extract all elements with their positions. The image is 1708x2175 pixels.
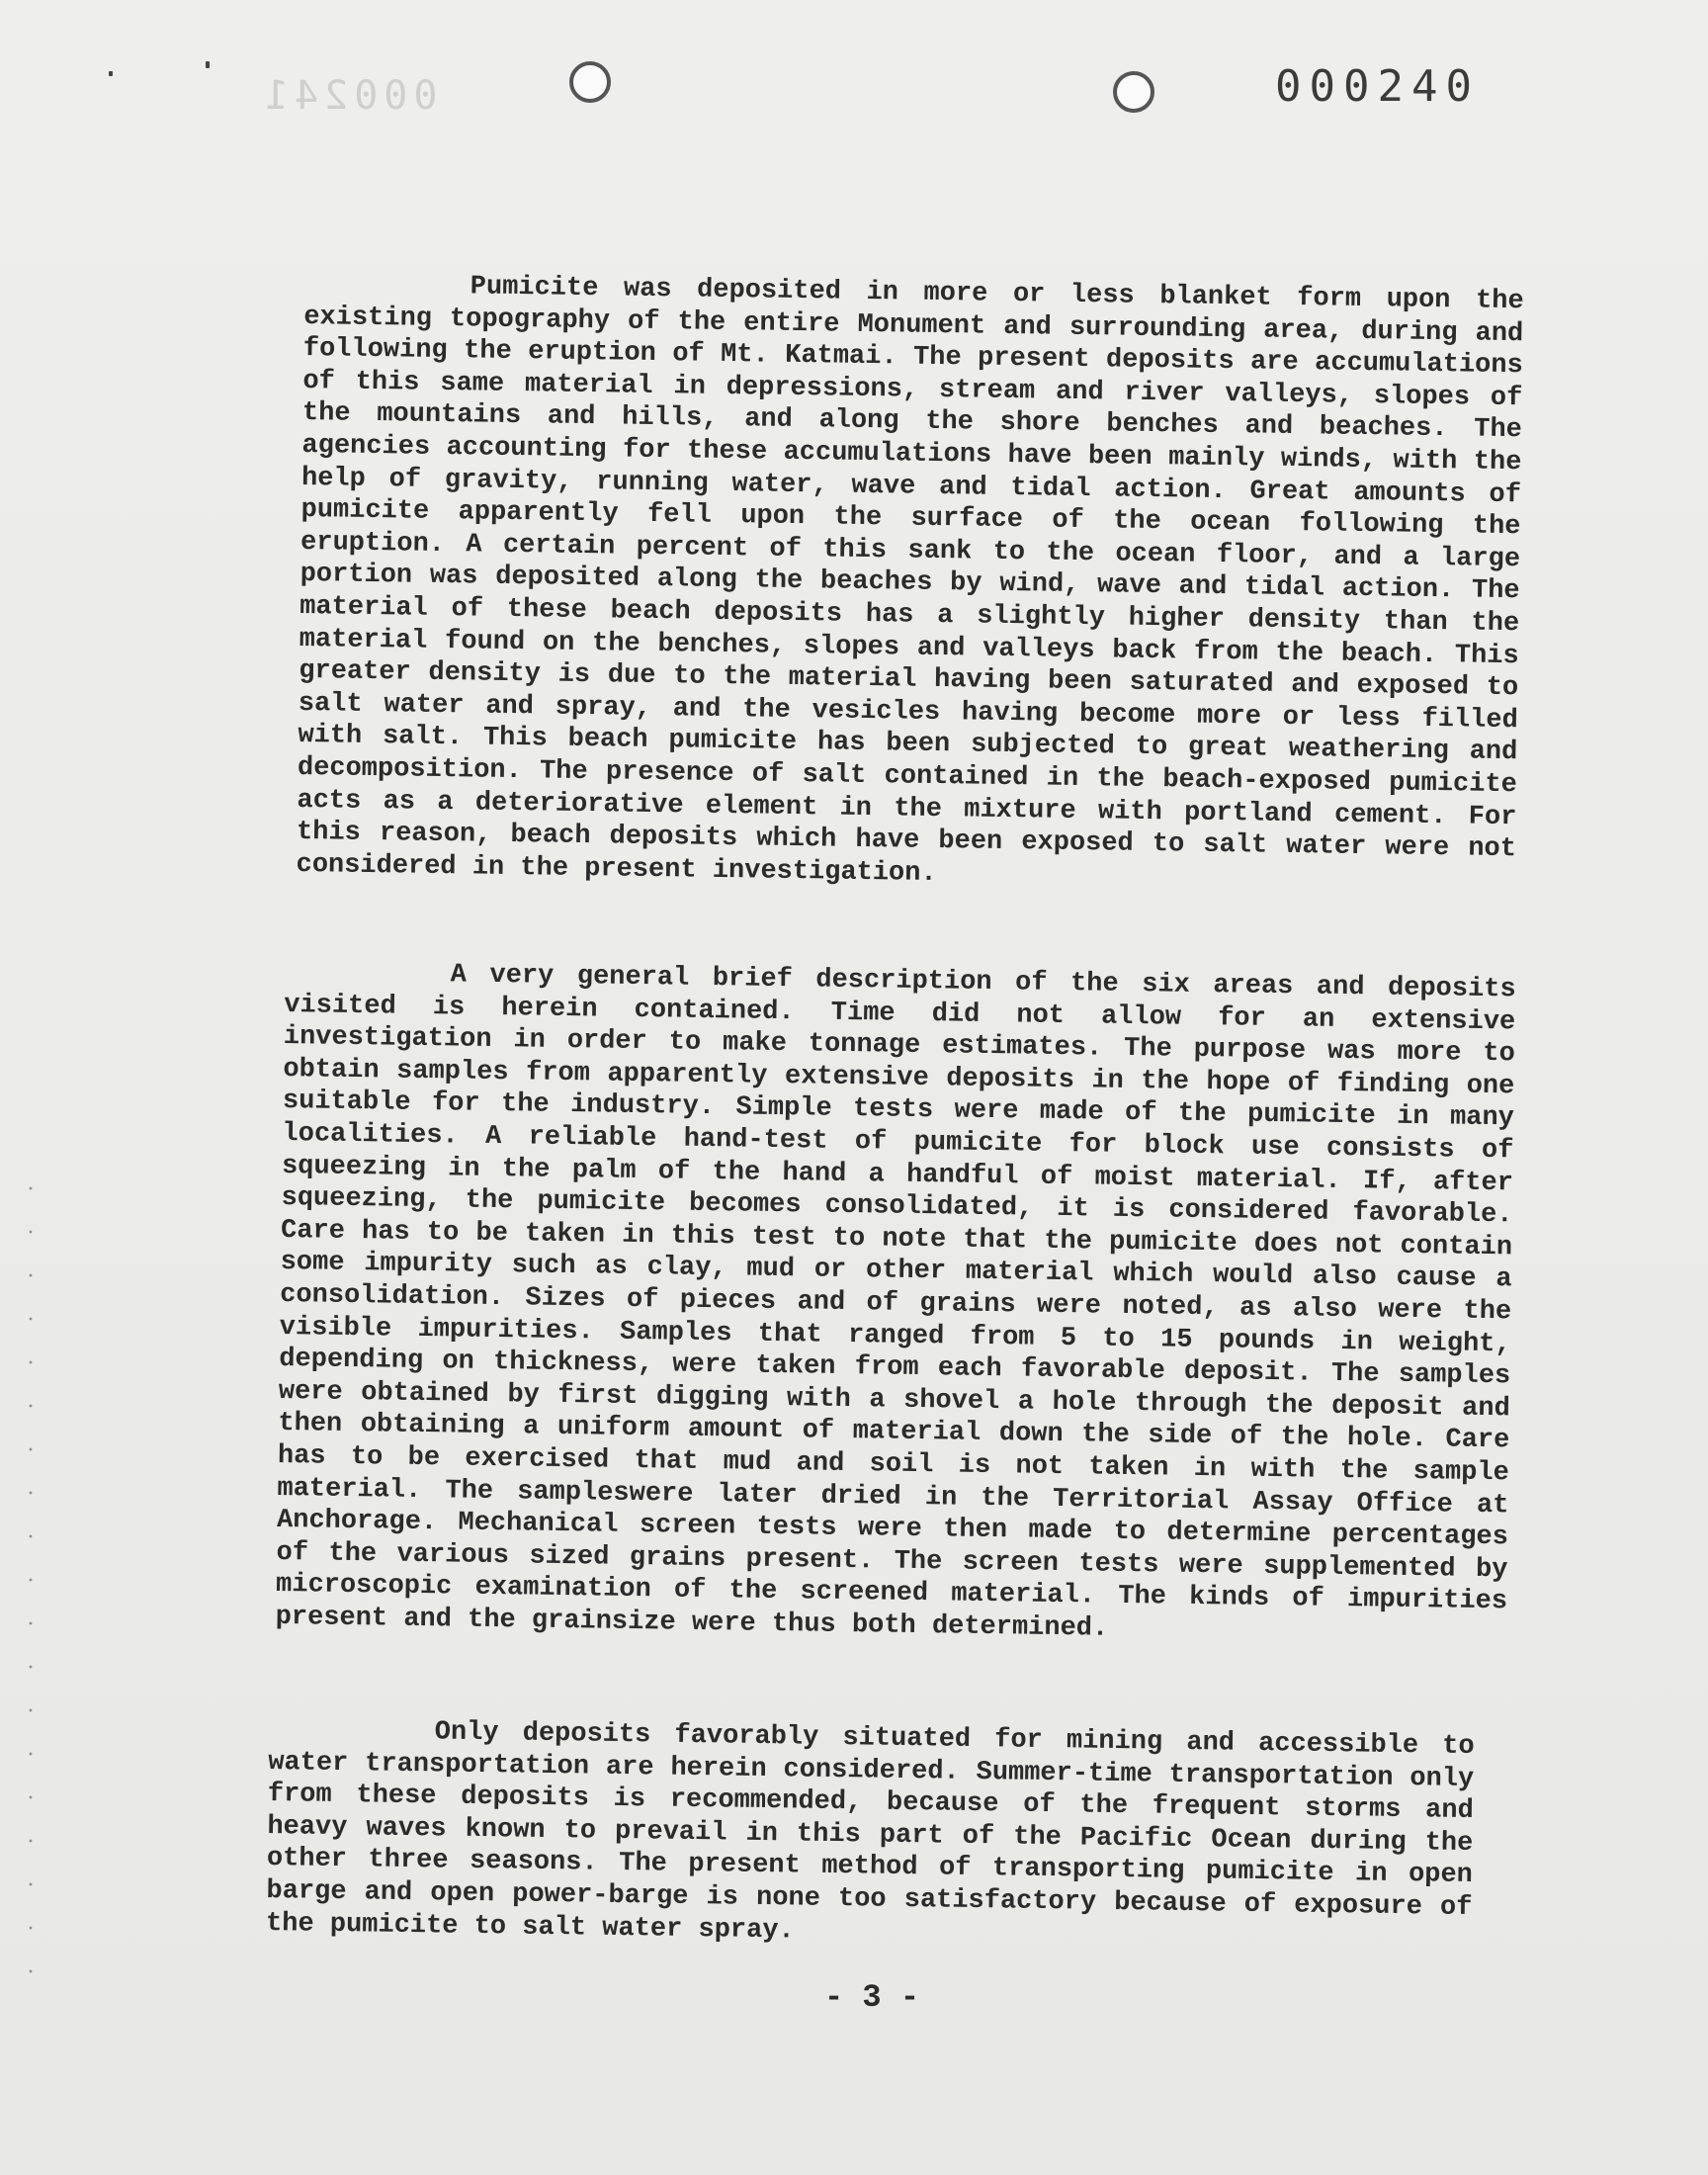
punch-hole-right xyxy=(1113,71,1154,113)
ink-speck xyxy=(109,71,113,76)
binding-edge-marks xyxy=(28,1167,34,1977)
bleed-through-number: 000241 xyxy=(259,73,438,119)
paragraph-transportation xyxy=(266,1714,1475,1957)
page-number: - 3 - xyxy=(824,1979,920,2016)
ink-speck xyxy=(206,61,210,68)
paragraph-text: Only deposits favorably situated for mining and accessible to water transportation are herein considered. Summer-time transportation only from these deposits is recommended, because of the frequent storms and heavy waves known to prevail in this part of the Pacific Ocean during the other three seasons. The present method of transporting pumicite in open barge and open power-barge is none too satisfactory because of exposure of the pumicite to salt water spray. xyxy=(265,1717,1475,1947)
document-number: 000240 xyxy=(1275,61,1480,112)
punch-hole-left xyxy=(569,61,611,103)
paragraph-area-description xyxy=(275,957,1515,1651)
paragraph-text: A very general brief description of the six areas and deposits visited is herein contained. Time did not allow for an extensive investigation in order to make tonnage estimates. The purpose was more to obtain samples from apparently extensive deposits in the hope of finding one suitable for the industry. Simple tests were made of the pumicite in many localities. A reliable hand-test of pumicite for block use consists of squeezing in the palm of the hand a handful of moist material. If, after squeezing, the pumicite becomes consolidated, it is considered favorable. Care has to be taken in this test to note that the pumicite does not contain some impurity such as clay, mud or other material which would also cause a consolidation. Sizes of pieces and of grains were noted, as also were the visible impurities. Samples that ranged from 5 to 15 pounds in weight, depending on thickness, were taken from each favorable deposit. The samples were obtained by first digging with a shovel a hole through the deposit and then obtaining a uniform amount of material down the side of the hole. Care has to be exercised that mud and soil is not taken in with the sample material. The sampleswere later dried in the Territorial Assay Office at Anchorage. Mechanical screen tests were then made to determine percentages of the various sized grains present. The screen tests were supplemented by microscopic examination of the screened material. The kinds of impurities present and the grainsize were thus both determined. xyxy=(275,960,1516,1644)
paragraph-text: Pumicite was deposited in more or less blanket form upon the existing topography of the entire Monument and surrounding area, during and following the eruption of Mt. Katmai. The present deposits are accumulations of this same material in depressions, stream and river valleys, slopes of the mountains and hills, and along the shore benches and beaches. The agencies accounting for these accumulations have been mainly winds, with the help of gravity, running water, wave and tidal action. Great amounts of pumicite apparently fell upon the surface of the ocean following the eruption. A certain percent of this sank to the ocean floor, and a large portion was deposited along the beaches by wind, wave and tidal action. The material of these beach deposits has a slightly higher density than the material found on the benches, slopes and valleys back from the beach. This greater density is due to the material having been saturated and exposed to salt water and spray, and the vesicles having become more or less filled with salt. This beach pumicite has been subjected to great weathering and decomposition. The presence of salt contained in the beach-exposed pumicite acts as a deteriorative element in the mixture with portland cement. For this reason, beach deposits which have been exposed to salt water were not considered in the present investigation. xyxy=(296,272,1524,889)
paragraph-pumicite-deposition xyxy=(296,269,1524,898)
